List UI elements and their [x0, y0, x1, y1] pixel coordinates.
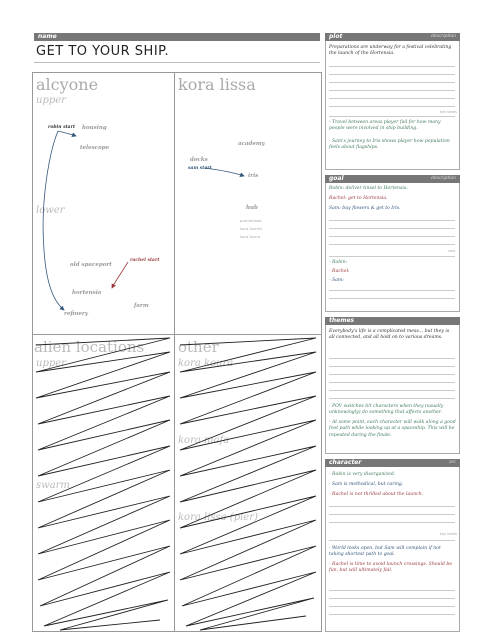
character-line — [329, 540, 455, 541]
loc-old-spaceport: old spaceport — [70, 262, 112, 268]
goal-label-right: description — [430, 176, 456, 181]
character-item: - Rachel is not thrilled about the launch. — [329, 492, 424, 497]
themes-item: - POV switches b/t characters when they (usually unknowingly) do something that affects another. — [329, 404, 444, 416]
page-title: GET TO YOUR SHIP. — [36, 44, 170, 59]
character-line — [329, 614, 455, 615]
region-other-sub3: kora lissa (pier) — [178, 512, 258, 523]
themes-line — [329, 382, 455, 383]
loc-iris: iris — [248, 173, 259, 179]
plot-line — [329, 82, 455, 83]
scribble-other — [180, 338, 316, 630]
goal-header — [325, 175, 460, 183]
loc-robin-start: robin start — [48, 125, 76, 130]
hub-item: promenade — [240, 218, 262, 223]
plot-beat: - Travel between areas player fail for how many people were involved in ship building. — [329, 120, 441, 132]
loc-hub: hub — [246, 205, 258, 211]
character-label-right: arc — [448, 460, 456, 465]
goal-line — [329, 236, 455, 237]
goal-line — [329, 228, 455, 229]
hub-item: kora koura — [240, 234, 261, 239]
loc-academy: academy — [238, 141, 265, 147]
themes-line — [329, 358, 455, 359]
loc-rachel-start: rachel start — [130, 258, 160, 263]
goal-label: goal — [329, 175, 344, 182]
goal-cast: - Robin: — [329, 260, 348, 265]
goal-item: Robin: deliver tinsel to Hortensia. — [329, 186, 409, 191]
goal-line — [329, 220, 455, 221]
character-item: - Robin is very disorganized. — [329, 472, 396, 477]
loc-sam-start: sam start — [188, 166, 212, 171]
character-note: key beats — [440, 532, 457, 536]
loc-telescope: telescope — [80, 145, 110, 151]
route-sam — [205, 168, 244, 176]
character-line — [329, 606, 455, 607]
goal-line — [329, 256, 455, 257]
goal-line — [329, 290, 455, 291]
character-line — [329, 514, 455, 515]
plot-line — [329, 66, 455, 67]
hub-item: kora laurels — [240, 226, 263, 231]
region-alcyone-upper: upper — [36, 95, 66, 106]
themes-header — [325, 317, 460, 325]
character-beat: - World looks open, but Sam will complain if not taking shortest path to goal. — [329, 546, 441, 558]
goal-item: Rachel: get to Hortensia. — [329, 196, 388, 201]
character-item: - Sam is methodical, but caring. — [329, 482, 404, 487]
plot-note: key beats — [440, 110, 457, 114]
region-kora-title: kora lissa — [178, 75, 256, 94]
goal-line — [329, 244, 455, 245]
loc-refinery: refinery — [64, 311, 88, 317]
character-line — [329, 522, 455, 523]
goal-cast: - Sam: — [329, 278, 344, 283]
plot-line — [329, 90, 455, 91]
name-label: name — [34, 33, 320, 41]
character-beat: - Rachel is time to avoid launch crossings. Should be fun, but will ultimately fail. — [329, 562, 453, 574]
themes-line — [329, 390, 455, 391]
plot-line — [329, 74, 455, 75]
loc-docks: docks — [190, 157, 208, 163]
character-label: character — [329, 459, 362, 466]
region-alien-sub2: swarm — [36, 480, 70, 491]
loc-farm: farm — [134, 303, 149, 309]
themes-line — [329, 374, 455, 375]
route-rachel — [112, 262, 128, 288]
region-alcyone-title: alcyone — [36, 75, 99, 94]
themes-item: - At some point, each character will walk along a good foot path while looking up at a spaceship. This will be repeated during the finale. — [329, 420, 456, 438]
goal-cast: - Rachel: — [329, 269, 350, 274]
plot-label: plot — [329, 33, 343, 40]
character-line — [329, 598, 455, 599]
region-alien-sub1: upper — [36, 358, 66, 369]
goal-line — [329, 298, 455, 299]
themes-line — [329, 366, 455, 367]
loc-hortensia: hortensia — [72, 290, 102, 296]
region-alcyone-lower: lower — [36, 205, 65, 216]
themes-text: Everybody's life is a complicated mess... but they is all connected, and all hold on to various dreams. — [329, 329, 450, 341]
plot-header — [325, 33, 460, 41]
character-line — [329, 506, 455, 507]
scribble-alien — [36, 338, 170, 630]
region-other-sub1: kora koura — [178, 358, 234, 369]
plot-text: Preparations are underway for a festival celebrating the launch of the Hortensia. — [329, 45, 452, 57]
loc-housing: housing — [82, 125, 107, 131]
plot-line — [329, 116, 455, 117]
character-header — [325, 459, 460, 467]
region-other-sub2: kora mafa — [178, 435, 230, 446]
goal-note: cast — [448, 249, 456, 253]
plot-beat: - Sam's journey to Iris shows player how population feels about flagships. — [329, 139, 450, 151]
region-alien-title: alien locations — [34, 338, 145, 356]
route-robin — [43, 131, 76, 310]
themes-label: themes — [329, 317, 355, 324]
themes-line — [329, 398, 455, 399]
goal-item: Sam: buy flowers & get to Iris. — [329, 206, 401, 211]
region-other-title: other — [178, 338, 219, 356]
plot-label-right: description — [430, 34, 456, 39]
plot-line — [329, 106, 455, 107]
character-line — [329, 590, 455, 591]
plot-line — [329, 98, 455, 99]
